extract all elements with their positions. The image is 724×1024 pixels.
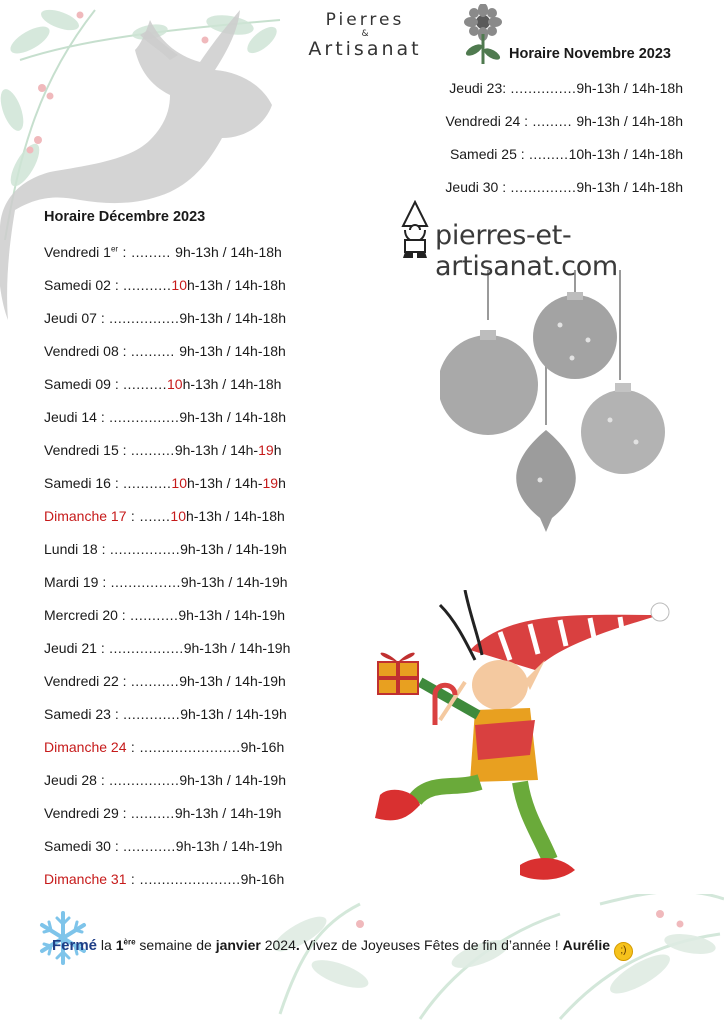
hours-value: 10h-13h / 14h-18h: [568, 146, 683, 162]
december-row: [44, 638, 344, 671]
hours-value: 9h-16h: [240, 739, 285, 755]
first-sup: ère: [123, 937, 136, 947]
hours-value: h-13h / 14h-18h: [182, 376, 282, 392]
brand-logo: [300, 10, 430, 60]
day-label: Samedi 23 :: [44, 706, 119, 722]
hours-value: 9h-13h / 14h-19h: [183, 640, 291, 656]
elf-illustration: [360, 590, 680, 900]
month-label: janvier: [215, 937, 261, 953]
day-label: Samedi 16 :: [44, 475, 119, 491]
christmas-ornaments: [440, 270, 680, 540]
december-row: [44, 308, 344, 341]
dot-leader: ...........: [125, 607, 179, 623]
dot-leader: ..........: [118, 376, 168, 392]
day-label: Vendredi 08 :: [44, 343, 127, 359]
december-row: [44, 374, 344, 407]
day-label: Vendredi 1: [44, 244, 111, 260]
december-row: [44, 803, 344, 836]
november-schedule: [433, 78, 693, 210]
hours-value: 9h-13h / 14h-19h: [179, 772, 286, 788]
day-suffix: er: [110, 244, 119, 254]
dot-leader: ...........: [118, 475, 172, 491]
day-label: Lundi 18 :: [44, 541, 106, 557]
footer-year: 2024: [260, 937, 296, 953]
hours-highlight: 10: [167, 376, 183, 392]
footer-text-4: Vivez de Joyeuses Fêtes de fin d’année !: [299, 937, 563, 953]
hours-highlight: 10: [171, 277, 187, 293]
hours-suffix: h: [278, 475, 286, 491]
november-title: Horaire Novembre 2023: [509, 46, 671, 62]
hours-value: 9h-13h / 14h-18h: [175, 244, 282, 260]
december-row: [44, 440, 344, 473]
dot-leader: ................: [104, 409, 180, 425]
dot-leader: ..........: [126, 442, 175, 458]
day-label: Samedi 02 :: [44, 277, 119, 293]
hours-value: 9h-13h / 14h-18h: [576, 80, 683, 96]
day-label: Samedi 09 :: [44, 376, 119, 392]
december-row: [44, 506, 344, 539]
hours-value: 9h-13h / 14h-19h: [178, 607, 286, 623]
day-label: Vendredi 29 :: [44, 805, 127, 821]
december-row: [44, 737, 344, 770]
footer-dot: .: [295, 937, 300, 953]
december-row: [44, 275, 344, 308]
hours-value: 9h-13h / 14h-18h: [179, 409, 286, 425]
december-row: [44, 671, 344, 704]
day-label: Jeudi 30 :: [445, 179, 507, 195]
hours-value: 9h-13h / 14h-19h: [179, 673, 286, 689]
day-label: Jeudi 07 :: [44, 310, 105, 326]
dot-leader: : .......: [126, 508, 171, 524]
day-label: Mercredi 20 :: [44, 607, 126, 623]
signature-name: Aurélie: [562, 937, 611, 953]
day-label: Vendredi 24 :: [445, 113, 529, 129]
hours-value: 9h-13h / 14h-18h: [179, 343, 286, 359]
december-row: [44, 572, 344, 605]
december-row: [44, 605, 344, 638]
hours-value: 9h-13h / 14h-19h: [175, 838, 283, 854]
december-row: [44, 836, 344, 869]
december-title: Horaire Décembre 2023: [44, 209, 206, 225]
hours-highlight: 19: [262, 475, 279, 491]
day-label: Jeudi 14 :: [44, 409, 105, 425]
december-row: [44, 341, 344, 374]
day-label: Jeudi 21 :: [44, 640, 105, 656]
dot-leader: : .......................: [126, 871, 241, 887]
dot-leader: .........: [524, 146, 569, 162]
hours-value: h-13h / 14h-: [186, 475, 263, 491]
dot-leader: ..........: [126, 343, 180, 359]
closed-label: Fermé: [52, 937, 98, 954]
november-row: [433, 144, 693, 177]
dot-leader: ...........: [126, 673, 180, 689]
dot-leader: ...........: [118, 277, 172, 293]
day-label: Samedi 25 :: [449, 146, 525, 162]
gnome-icon: [397, 200, 433, 260]
december-row: [44, 407, 344, 440]
hours-value: h-13h / 14h-18h: [185, 508, 285, 524]
december-row: [44, 473, 344, 506]
dot-leader: ................: [104, 772, 180, 788]
dot-leader: ................: [105, 541, 181, 557]
hours-highlight: 10: [171, 475, 187, 491]
day-label: Dimanche 24: [44, 739, 127, 755]
dot-leader: ................: [104, 310, 180, 326]
dot-leader: ...............: [506, 80, 577, 96]
hours-value: 9h-13h / 14h-: [174, 442, 259, 458]
brand-line2: Artisanat: [308, 38, 422, 60]
wink-emoji-icon: ;): [614, 942, 633, 961]
day-label: Mardi 19 :: [44, 574, 107, 590]
december-row: [44, 704, 344, 737]
website-url: pierres-et-artisanat.com: [435, 220, 618, 282]
hours-value: 9h-13h / 14h-19h: [180, 541, 287, 557]
dot-leader: ..........: [126, 805, 175, 821]
november-row: [433, 78, 693, 111]
dot-leader: : .........: [118, 244, 176, 260]
hours-value: 9h-13h / 14h-18h: [576, 179, 683, 195]
hours-highlight: 10: [170, 508, 186, 524]
footer-message: [52, 937, 633, 961]
hours-value: h-13h / 14h-18h: [186, 277, 286, 293]
dot-leader: ................: [106, 574, 181, 590]
day-label: Jeudi 28 :: [44, 772, 105, 788]
hours-suffix: h: [273, 442, 282, 458]
hours-highlight: 19: [258, 442, 274, 458]
brand-ampersand: &: [361, 29, 369, 39]
dot-leader: .................: [104, 640, 184, 656]
flower-logo-icon: [458, 4, 508, 66]
hours-value: 9h-13h / 14h-19h: [180, 706, 287, 722]
first-number: 1: [115, 937, 124, 953]
footer-text-1: la: [97, 937, 116, 953]
november-row: [433, 177, 693, 210]
day-label: Jeudi 23:: [449, 80, 507, 96]
day-label: Dimanche 17: [44, 508, 127, 524]
day-label: Samedi 30 :: [44, 838, 119, 854]
hours-value: 9h-13h / 14h-19h: [180, 574, 288, 590]
day-label: Vendredi 22 :: [44, 673, 127, 689]
november-row: [433, 111, 693, 144]
hours-value: 9h-13h / 14h-18h: [576, 113, 683, 129]
day-label: Vendredi 15 :: [44, 442, 127, 458]
december-row: [44, 539, 344, 572]
december-row: [44, 869, 344, 902]
dot-leader: : .......................: [126, 739, 241, 755]
dot-leader: .............: [118, 706, 181, 722]
brand-line1: Pierres: [325, 10, 405, 30]
dot-leader: .........: [528, 113, 577, 129]
footer-text-2: semaine de: [135, 937, 216, 953]
december-row: [44, 770, 344, 803]
day-label: Dimanche 31: [44, 871, 127, 887]
hours-value: 9h-16h: [240, 871, 285, 887]
dot-leader: ............: [118, 838, 176, 854]
dot-leader: ...............: [506, 179, 577, 195]
december-row: [44, 242, 344, 275]
hours-value: 9h-13h / 14h-19h: [174, 805, 282, 821]
hours-value: 9h-13h / 14h-18h: [179, 310, 286, 326]
december-schedule: [44, 242, 344, 902]
